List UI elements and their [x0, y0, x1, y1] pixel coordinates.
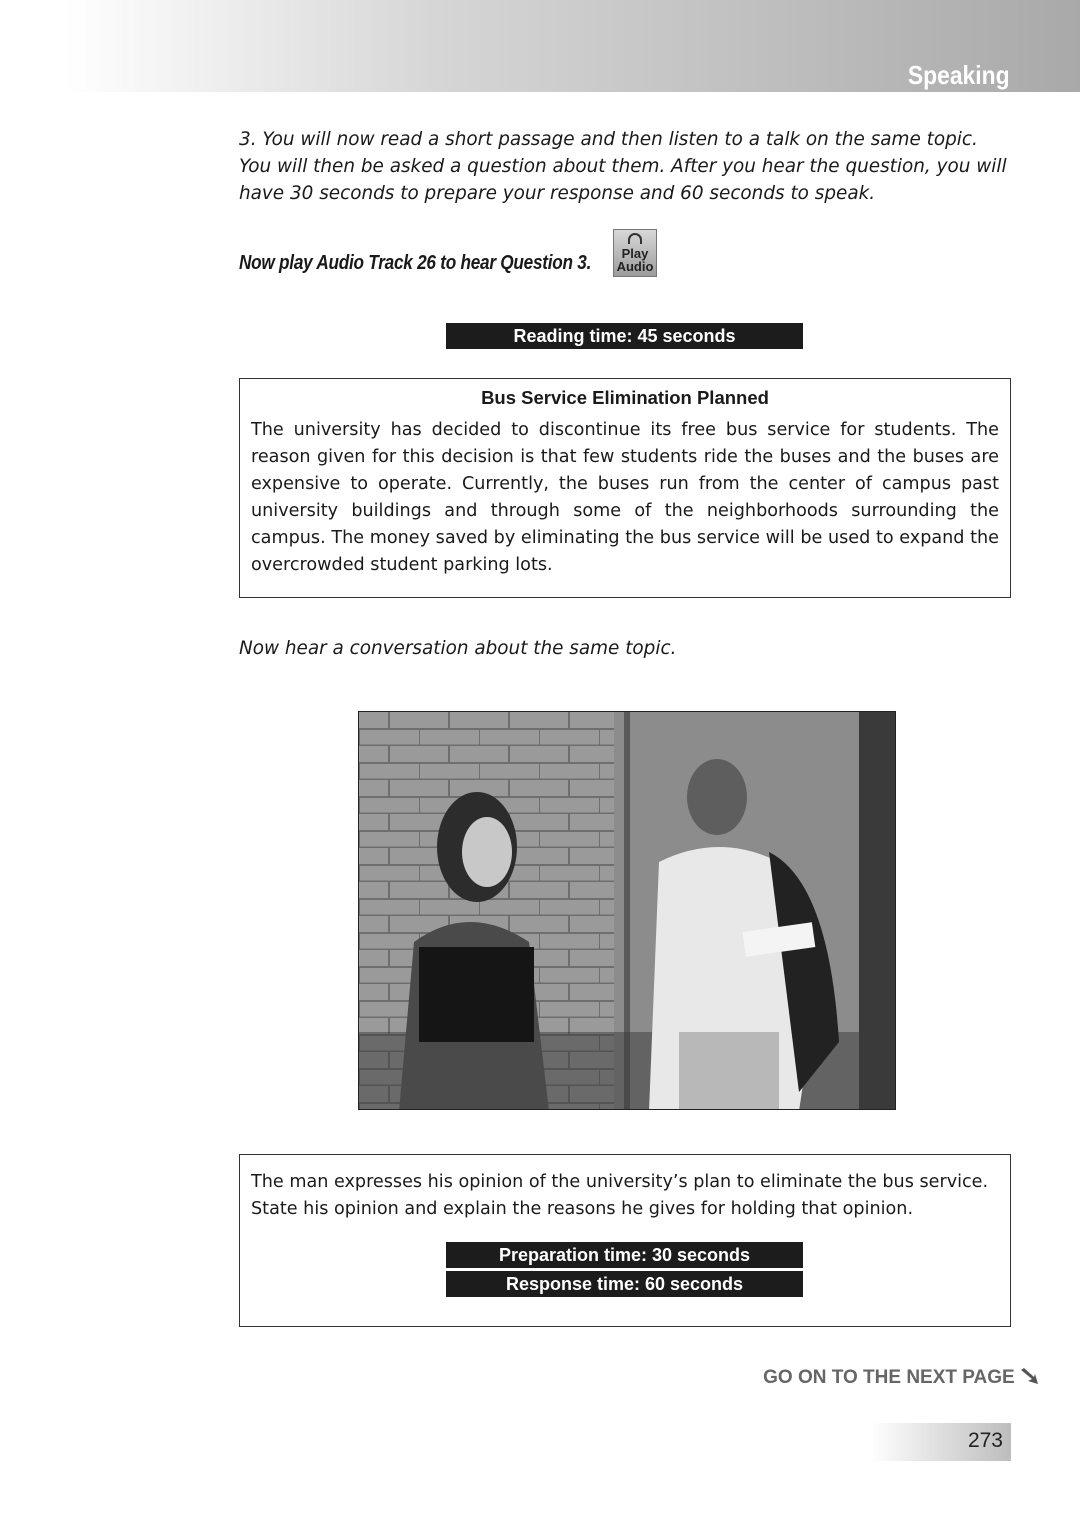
arrow-down-right-icon: [1020, 1367, 1040, 1385]
play-audio-button[interactable]: [613, 229, 657, 277]
preparation-time-bar: Preparation time: 30 seconds: [446, 1242, 803, 1268]
audio-label: Audio: [616, 259, 654, 274]
question-text: The man expresses his opinion of the university’s plan to eliminate the bus service. State his opinion and explain the reasons he gives for holding that opinion.: [251, 1172, 989, 1219]
page-number: 273: [967, 1429, 1003, 1452]
response-time-bar: Response time: 60 seconds: [446, 1271, 803, 1297]
play-prompt: Now play Audio Track 26 to hear Question 3.: [239, 252, 592, 274]
passage-title: Bus Service Elimination Planned: [481, 387, 769, 408]
conversation-prompt: Now hear a conversation about the same topic.: [239, 638, 677, 659]
headphones-icon: [627, 233, 643, 245]
instructions: 3. You will now read a short passage and then listen to a talk on the same topic. You will then be asked a question about them. After you hear the question, you will have 30 seconds to prepare your response and 60 seconds to speak.: [239, 129, 1007, 204]
header-band: [0, 0, 1080, 92]
section-title: Speaking: [908, 60, 1010, 90]
conversation-photo: [358, 711, 896, 1110]
reading-time-bar: Reading time: 45 seconds: [446, 323, 803, 349]
next-page-label: GO ON TO THE NEXT PAGE: [763, 1367, 1015, 1388]
students-talking-image: [359, 712, 896, 1110]
reading-passage: [239, 378, 1011, 598]
passage-body: The university has decided to discontinue its free bus service for students. The reason given for this decision is that few students ride the buses and the buses are expensive to operate. Currently, the buses run from the center of campus past university buildings and through some of the neighborhoods surrounding the campus. The money saved by eliminating the bus service will be used to expand the overcrowded student parking lots.: [251, 420, 999, 575]
next-page-indicator: [763, 1367, 1040, 1389]
page-number-box: [870, 1423, 1011, 1461]
question-box: [239, 1154, 1011, 1327]
play-label: Play: [621, 246, 649, 261]
